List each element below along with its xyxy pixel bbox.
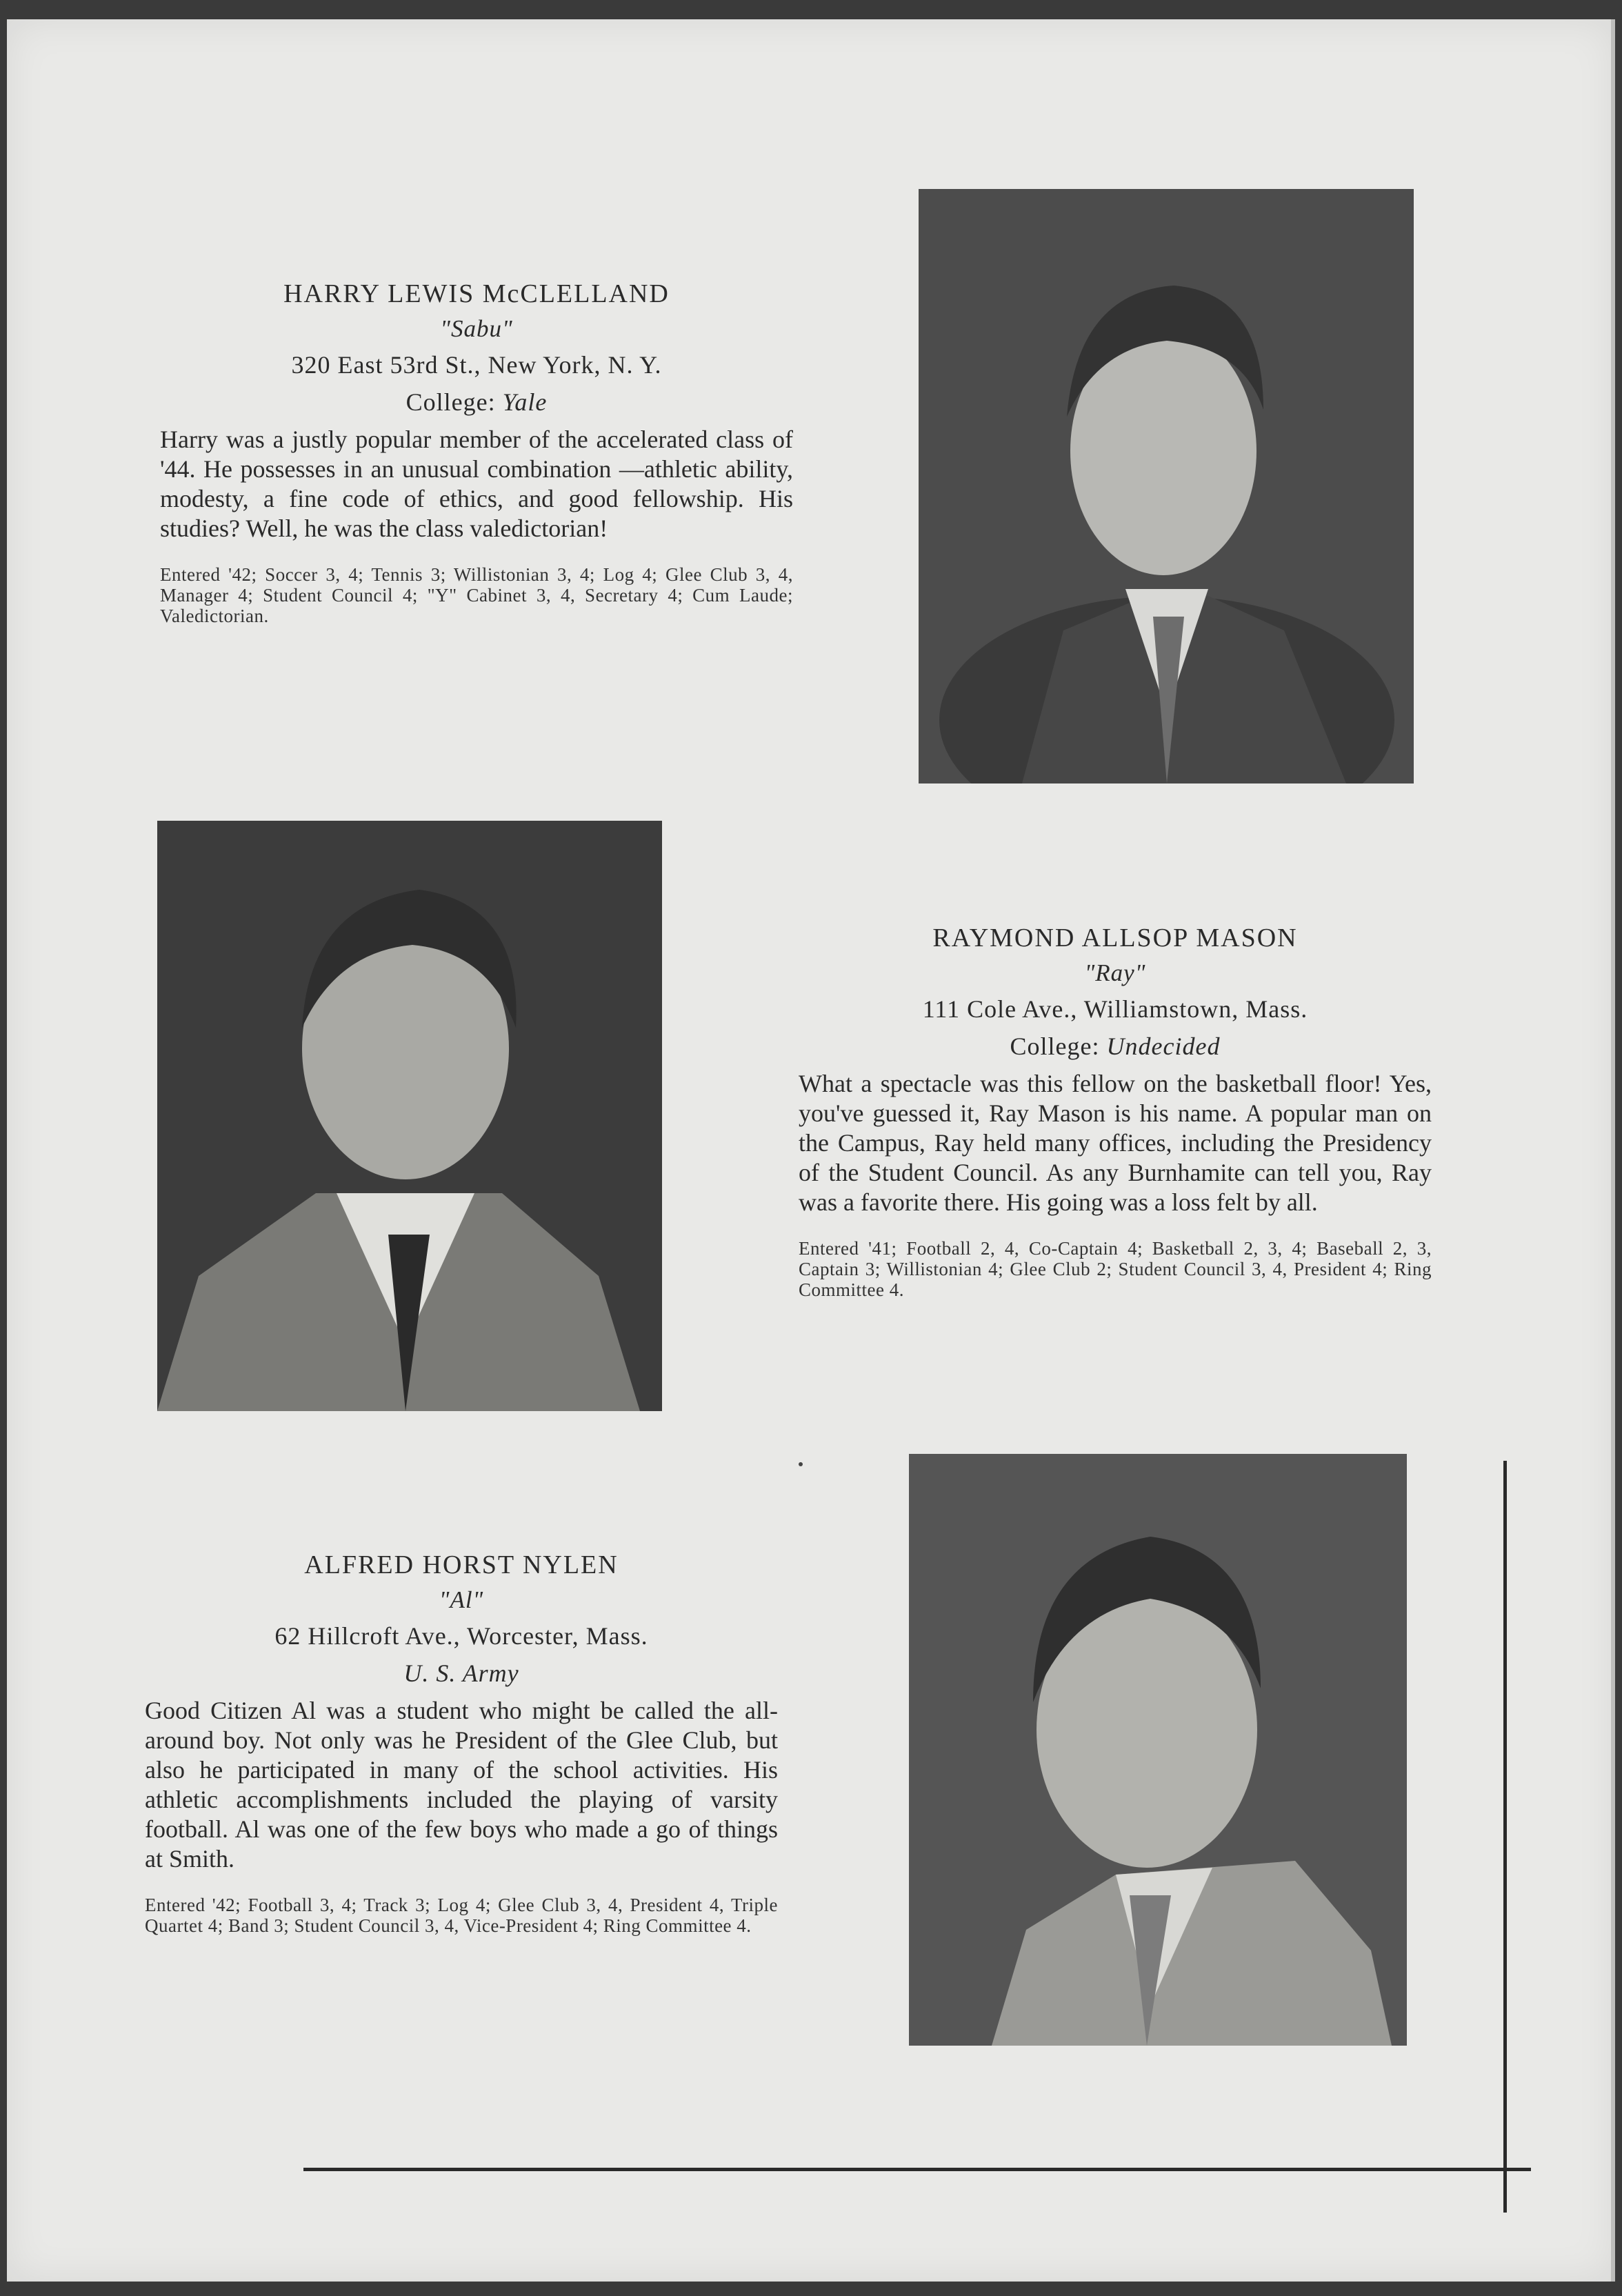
entry-mcclelland [160, 276, 793, 626]
portrait-photo-mason [157, 821, 662, 1411]
student-address: 111 Cole Ave., Williamstown, Mass. [922, 995, 1308, 1023]
student-name: HARRY LEWIS McCLELLAND [283, 279, 670, 308]
student-address: 320 East 53rd St., New York, N. Y. [291, 351, 662, 379]
college-value: U. S. Army [403, 1659, 519, 1687]
portrait-photo-mcclelland [919, 189, 1414, 783]
college-value: Undecided [1106, 1032, 1221, 1060]
student-record: Entered '42; Soccer 3, 4; Tennis 3; Willistonian 3, 4; Log 4; Glee Club 3, 4, Manager 4; Student Council 4; "Y" Cabinet 3, 4, Secretary 4; Cum Laude; Valedictorian. [160, 564, 793, 626]
student-bio: What a spectacle was this fellow on the basketball floor! Yes, you've guessed it, Ray Mason is his name. A popular man on the Campus, Ray held many offices, including the Presidency of the Student Council. As any Burnhamite can tell you, Ray was a favorite there. His going was a loss felt by all. [799, 1070, 1432, 1216]
entry-mason [799, 920, 1432, 1300]
portrait-photo-nylen [909, 1454, 1407, 2046]
student-college [145, 1655, 778, 1692]
speck [799, 1462, 803, 1466]
vertical-rule [1503, 1461, 1507, 2213]
student-college [160, 383, 793, 421]
student-nickname: "Ray" [1084, 959, 1146, 986]
student-name: ALFRED HORST NYLEN [304, 1550, 619, 1579]
college-label: College: [1010, 1032, 1107, 1060]
student-record: Entered '41; Football 2, 4, Co-Captain 4; Basketball 2, 3, 4; Baseball 2, 3, Captain 3; Willistonian 4; Glee Club 2; Student Council 3, 4, President 4; Ring Committee 4. [799, 1238, 1432, 1300]
student-bio: Harry was a justly popular member of the accelerated class of '44. He possesses in an unusual combination —athletic ability, modesty, a fine code of ethics, and good fellowship. His studies? Well, he was the class valedictorian! [160, 426, 793, 542]
college-label: College: [406, 388, 503, 416]
student-nickname: "Sabu" [440, 315, 513, 342]
student-record: Entered '42; Football 3, 4; Track 3; Log 4; Glee Club 3, 4, President 4, Triple Quartet 4; Band 3; Student Council 3, 4, Vice-President 4; Ring Committee 4. [145, 1895, 778, 1936]
student-college [799, 1028, 1432, 1065]
horizontal-rule [303, 2168, 1531, 2171]
student-name: RAYMOND ALLSOP MASON [932, 924, 1298, 952]
student-address: 62 Hillcroft Ave., Worcester, Mass. [274, 1622, 648, 1650]
college-value: Yale [502, 388, 548, 416]
entry-nylen [145, 1547, 778, 1936]
yearbook-page [7, 19, 1615, 2282]
student-nickname: "Al" [439, 1586, 484, 1613]
student-bio: Good Citizen Al was a student who might be called the all-around boy. Not only was he President of the Glee Club, but also he participated in many of the school activities. His athletic accomplishments included the playing of varsity football. Al was one of the few boys who made a go of things at Smith. [145, 1697, 778, 1873]
